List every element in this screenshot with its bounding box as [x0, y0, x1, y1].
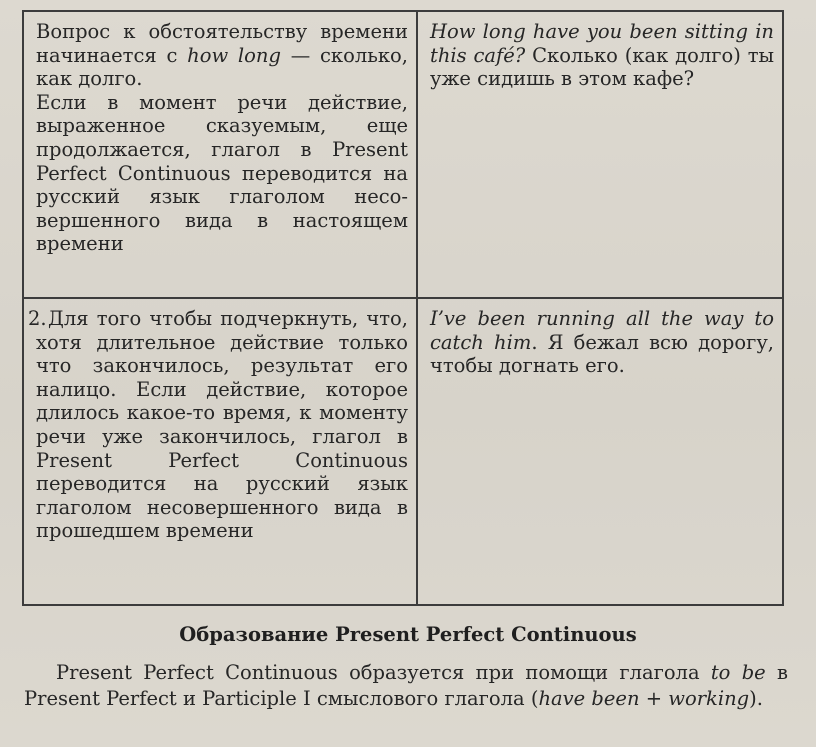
paragraph-text: ).	[749, 687, 763, 710]
rule-keyword: how long	[187, 43, 281, 67]
example-english: How long have you been sitting in this café?	[430, 20, 774, 67]
rule-text: Вопрос к обстоятельству времени начинается с	[36, 20, 408, 67]
example-translation: Сколько (как долго) ты уже сидишь в этом кафе?	[430, 43, 774, 91]
table-row	[23, 11, 783, 298]
example-translation: . Я бежал всю дорогу, чтобы догнать его.	[430, 330, 774, 378]
rule-text: — сколько, как долго.	[36, 43, 408, 91]
table-row	[23, 298, 783, 605]
paragraph-formula: have been + working	[538, 687, 750, 710]
paragraph-term: to be	[710, 661, 766, 684]
section-heading: Образование Present Perfect Continuous	[179, 623, 637, 646]
example-cell	[417, 298, 783, 605]
rule-description-cell	[23, 298, 417, 605]
rule-text: Если в момент речи действие, выраженное сказуемым, еще продолжается, глагол в Present Perfect Continuous переводится на русский язык глаголом несовершенного вида в настоящем времени	[36, 90, 408, 256]
grammar-rules-table	[22, 10, 784, 606]
example-english: I’ve been running all the way to catch him	[430, 307, 774, 354]
rule-description-cell	[23, 11, 417, 298]
paragraph-text: Present Perfect Continuous образуется при помощи глагола	[56, 661, 711, 684]
rule-number: 2.	[28, 307, 47, 330]
rule-text: Для того чтобы подчеркнуть, что, хотя длительное действие только что закончилось, результат его налицо. Если действие, которое длилось какое-то время, к моменту речи уже закончилось, глагол в Present Perfect Continuous переводится на русский язык глаголом несовершенного вида в прошедшем времени	[36, 307, 408, 543]
body-paragraph	[24, 660, 788, 712]
example-cell	[417, 11, 783, 298]
paragraph-text: в Present Perfect и Participle I смыслового глагола (	[24, 661, 788, 710]
